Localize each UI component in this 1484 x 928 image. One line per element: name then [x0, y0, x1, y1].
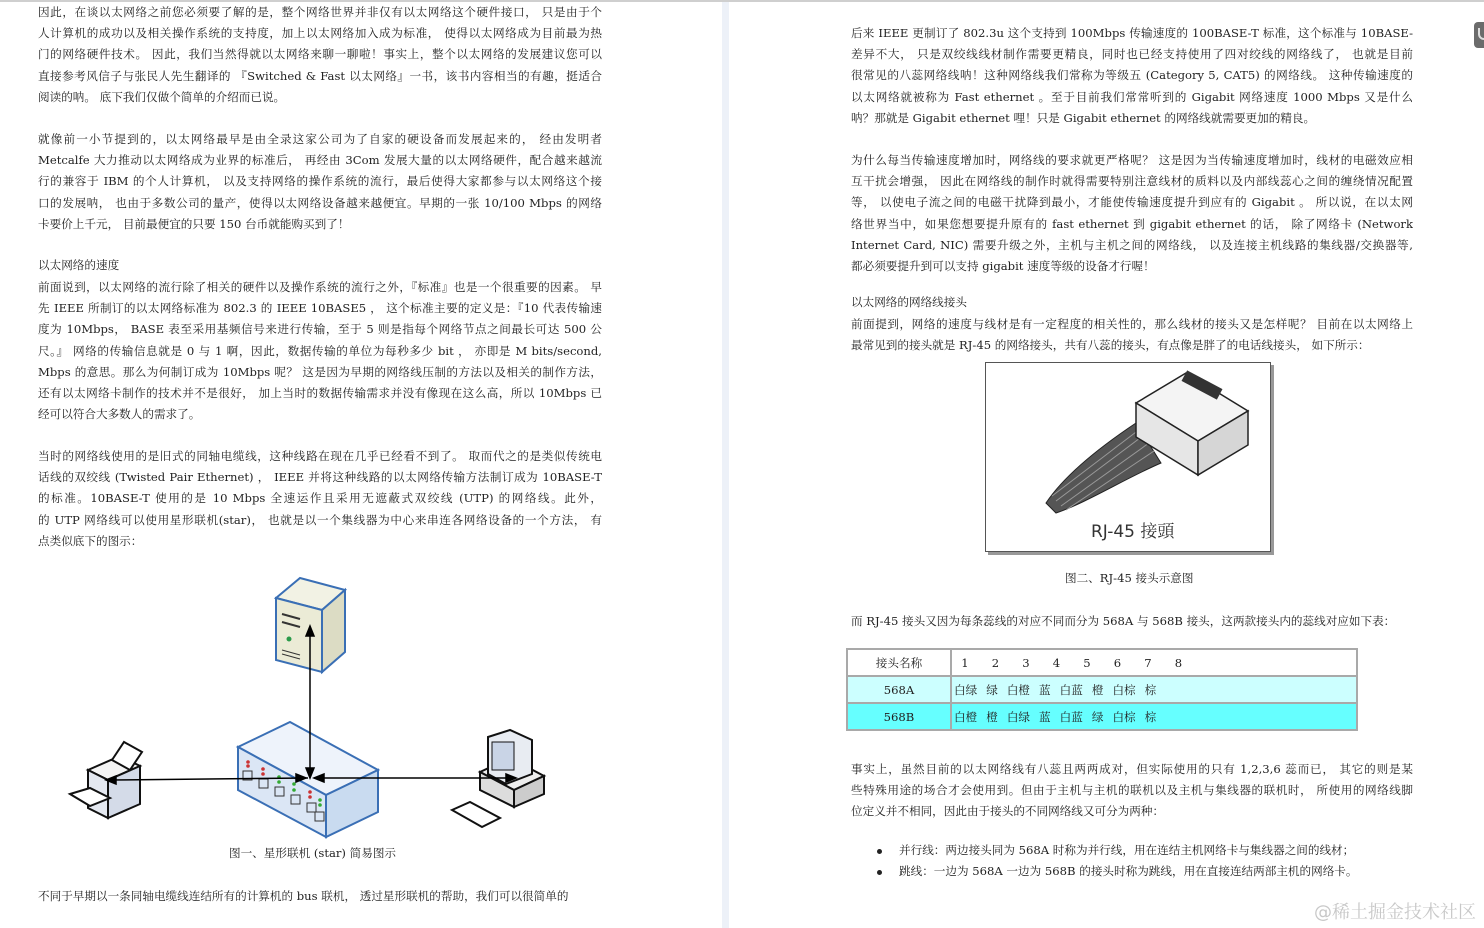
- table-row-568b: [847, 703, 1357, 730]
- hub-icon: [238, 722, 378, 837]
- wire-color: 绿: [1091, 709, 1104, 724]
- paragraph: [851, 314, 1413, 356]
- text-line: 前面提到，网络的速度与线材是有一定程度的相关性的，那么线材的接头又是怎样呢？ 目前在以太网络上: [851, 317, 1413, 331]
- document-page-left: [0, 2, 722, 928]
- text-line: Metcalfe 大力推动以太网络成为业界的标准后， 再经由 3Com 发展大量的以太网络硬件，配合越来越流: [38, 153, 602, 168]
- text-line: 位定义并不相同，因此由于接头的不同网络线又可分为两种：: [851, 804, 1165, 819]
- text-line: 直接参考风信子与张民人先生翻译的 『Switched & Fast 以太网络』一书，该书内容相当的有趣，挺适合: [38, 68, 602, 83]
- text-line: 度为 10Mbps， BASE 表至采用基频信号来进行传输，至于 5 则是指每个网络节点之间最长可达 500 公: [38, 322, 602, 337]
- text-line: 的标准。10BASE-T 使用的是 10 Mbps 全速运作且采用无遮蔽式双绞线 (UTP) 的网络线。此外，: [38, 491, 602, 506]
- text-line: 口的发展呐， 也由于多数公司的量产，使得以太网络设备越来越便宜。早期的一张 10/100 Mbps 的网络: [38, 195, 602, 210]
- text-line: 尺。』 网络的传输信息就是 0 与 1 啊，因此，数据传输的单位为每秒多少 bit ， 亦即是 M bits/second,: [38, 343, 602, 358]
- text-line: 而 RJ-45 接头又因为每条蕊线的对应不同而分为 568A 与 568B 接头，这两款接头内的蕊线对应如下表：: [851, 614, 1396, 628]
- text-line: 话线的双绞线 (Twisted Pair Ethernet) ， IEEE 并将这种线路的以太网络传输方法制订成为 10BASE-T: [38, 470, 602, 485]
- text-line: Mbps 的意思。那么为何制订成为 10Mbps 呢？ 这是因为早期的网络线压制的方法以及相关的制作方法，: [38, 364, 602, 379]
- paragraph: [851, 759, 1413, 823]
- rj45-connector-image: [986, 363, 1270, 551]
- document-page-right: [729, 2, 1484, 928]
- text-line: 以太网络的网络线接头: [851, 295, 967, 309]
- wire-color: 棕: [1144, 682, 1157, 697]
- paragraph: [38, 886, 602, 907]
- table-header-name: 接头名称: [847, 649, 951, 676]
- text-line: 很常见的八蕊网络线呐！这种网络线我们常称为等级五 (Category 5, CAT5) 的网络线。 这种传输速度的: [851, 68, 1413, 83]
- table-header-row: [847, 649, 1357, 676]
- wire-color: 棕: [1144, 709, 1157, 724]
- text-line: 行的兼容于 IBM 的个人计算机， 以及支持网络的操作系统的流行，最后使得大家都参与以太网络这个接: [38, 174, 602, 189]
- text-line: 经可以符合大多数人的需求了。: [38, 407, 201, 422]
- row-colors: [951, 703, 1357, 730]
- text-line: 阅读的呐。 底下我们仅做个简单的介绍而已说。: [38, 89, 286, 104]
- text-line: 门的网络硬件技术。 因此，我们当然得就以太网络来聊一聊啦！事实上，整个以太网络的发展建议您可以: [38, 47, 602, 62]
- bullet-dot-icon: [877, 870, 882, 875]
- figure-1-caption: 图一、星形联机 (star) 简易图示: [229, 846, 397, 860]
- paragraph: [851, 611, 1413, 632]
- text-line: 呐？那就是 Gigabit ethernet 哩！只是 Gigabit ethernet 的网络线就需要更加的精良。: [851, 110, 1316, 125]
- text-line: 都必须要提升到可以支持 gigabit 速度等级的设备才行喔！: [851, 258, 1155, 273]
- side-panel-toggle-button[interactable]: [1474, 22, 1484, 48]
- text-line: Internet Card, NIC) 需要升级之外，主机与主机之间的网络线， 以及连接主机线路的集线器/交换器等,: [851, 237, 1413, 252]
- rj45-pin-table: [846, 648, 1358, 731]
- text-line: 后来 IEEE 更制订了 802.3u 这个支持到 100Mbps 传输速度的 100BASE-T 标准，这个标准与 10BASE-: [851, 26, 1413, 40]
- text-line: 还有以太网络卡制作的技术并不是很好， 加上当时的数据传输需求并没有像现在这么高，所以 10Mbps 已: [38, 385, 602, 400]
- wire-color: 白绿: [954, 682, 978, 697]
- bullet-text: 并行线：两边接头同为 568A 时称为并行线，用在连结主机网络卡与集线器之间的线材；: [899, 843, 1355, 857]
- pin-number: 6: [1113, 655, 1122, 670]
- text-line: 为什么每当传输速度增加时，网络线的要求就更严格呢？ 这是因为当传输速度增加时，线材的电磁效应相: [851, 153, 1413, 167]
- text-line: 事实上，虽然目前的以太网络线有八蕊且两两成对，但实际使用的只有 1,2,3,6 蕊而已， 其它的则是某: [851, 762, 1413, 776]
- star-topology-diagram: [60, 562, 600, 842]
- section-heading: [38, 255, 602, 276]
- row-name: 568A: [847, 676, 951, 703]
- rj45-image-label: RJ-45 接頭: [1091, 522, 1175, 542]
- wire-color: 白蓝: [1059, 682, 1083, 697]
- text-line: 不同于早期以一条同轴电缆线连结所有的计算机的 bus 联机， 透过星形联机的帮助，我们可以很简单的: [38, 889, 569, 903]
- text-line: 点类似底下的图示：: [38, 533, 143, 548]
- paragraph: [851, 150, 1413, 277]
- text-line: 前面说到，以太网络的流行除了相关的硬件以及操作系统的流行之外，『标准』也是一个很重要的因素。 早: [38, 280, 602, 294]
- text-line: 以太网络就被称为 Fast ethernet 。至于目前我们常常听到的 Gigabit 网络速度 1000 Mbps 又是什么: [851, 89, 1413, 104]
- wire-color: 蓝: [1039, 682, 1051, 697]
- toggle-icon: [1478, 28, 1484, 40]
- bullet-text: 跳线：一边为 568A 一边为 568B 的接头时称为跳线，用在直接连结两部主机的网络卡。: [899, 864, 1358, 878]
- wire-color: 白绿: [1006, 709, 1031, 724]
- text-line: 以太网络的速度: [38, 258, 120, 272]
- text-line: 因此，在谈以太网络之前您必须要了解的是，整个网络世界并非仅有以太网络这个硬件接口， 只是由于个: [38, 5, 602, 19]
- bullet-item: [899, 842, 1354, 858]
- text-line: 就像前一小节提到的，以太网络最早是由全录这家公司为了自家的硬设备而发展起来的， 经由发明者: [38, 132, 602, 146]
- paragraph: [38, 2, 602, 108]
- row-name: 568B: [847, 703, 951, 730]
- pin-number: 5: [1083, 655, 1091, 670]
- text-line: 当时的网络线使用的是旧式的同轴电缆线，这种线路在现在几乎已经看不到了。 取而代之的是类似传统电: [38, 449, 602, 463]
- wire-color: 白蓝: [1059, 709, 1083, 724]
- bullet-dot-icon: [877, 849, 882, 854]
- row-colors: [951, 676, 1357, 703]
- text-line: 络世界当中，如果您想要提升原有的 fast ethernet 到 gigabit ethernet 的话， 除了网络卡 (Network: [851, 216, 1413, 231]
- text-line: 卡要价上千元， 目前最便宜的只要 150 台币就能购买到了！: [38, 216, 350, 231]
- wire-color: 橙: [986, 709, 998, 724]
- paragraph: [38, 129, 602, 235]
- page-separator: [722, 2, 729, 928]
- pin-number: 7: [1144, 655, 1152, 670]
- section-heading: [851, 292, 1413, 313]
- text-line: 互干扰会增强， 因此在网络线的制作时就得需要特别注意线材的质料以及内部线蕊心之间的缠绕情况配置: [851, 174, 1413, 189]
- figure-2-caption: 图二、RJ-45 接头示意图: [1065, 571, 1194, 585]
- wire-color: 绿: [986, 682, 998, 697]
- text-line: 人计算机的成功以及相关操作系统的支持度，加上以太网络加入成为标准， 使得以太网络成为目前最为热: [38, 26, 602, 41]
- pin-number: 3: [1022, 655, 1030, 670]
- wire-color: 白棕: [1112, 682, 1136, 697]
- wire-color: 白橙: [954, 709, 978, 724]
- wire-color: 橙: [1091, 682, 1104, 697]
- wire-color: 白棕: [1112, 709, 1136, 724]
- text-line: 等， 以使电子流之间的电磁干扰降到最小，才能使传输速度提升到应有的 Gigabit 。 所以说，在以太网: [851, 195, 1413, 210]
- paragraph: [851, 23, 1413, 129]
- watermark: @稀土掘金技术社区: [1314, 902, 1476, 923]
- text-line: 的 UTP 网络线可以使用星形联机(star)， 也就是以一个集线器为中心来串连各网络设备的一个方法， 有: [38, 512, 602, 527]
- pin-number: 2: [991, 655, 1000, 670]
- wire-color: 蓝: [1039, 709, 1051, 724]
- text-line: 先 IEEE 所制订的以太网络标准为 802.3 的 IEEE 10BASE5 ， 这个标准主要的定义是：『10 代表传输速: [38, 301, 602, 316]
- pin-number: 1: [961, 655, 969, 670]
- text-line: 最常见到的接头就是 RJ-45 的网络接头，共有八蕊的接头，有点像是胖了的电话线接头， 如下所示：: [851, 338, 1370, 353]
- text-line: 些特殊用途的场合才会使用到。但由于主机与主机的联机以及主机与集线器的联机时， 所使用的网络线脚: [851, 783, 1413, 798]
- wire-color: 白橙: [1006, 682, 1031, 697]
- paragraph: [38, 446, 602, 552]
- text-line: 差异不大， 只是双绞线线材制作需要更精良，同时也已经支持使用了四对绞线的网络线了， 也就是目前: [851, 47, 1413, 62]
- bullet-item: [899, 863, 1358, 879]
- pin-number: 8: [1174, 655, 1183, 670]
- pin-number: 4: [1052, 655, 1061, 670]
- table-header-pins: [951, 649, 1357, 676]
- rj45-figure: [985, 362, 1271, 552]
- table-row-568a: [847, 676, 1357, 703]
- paragraph: [38, 277, 602, 425]
